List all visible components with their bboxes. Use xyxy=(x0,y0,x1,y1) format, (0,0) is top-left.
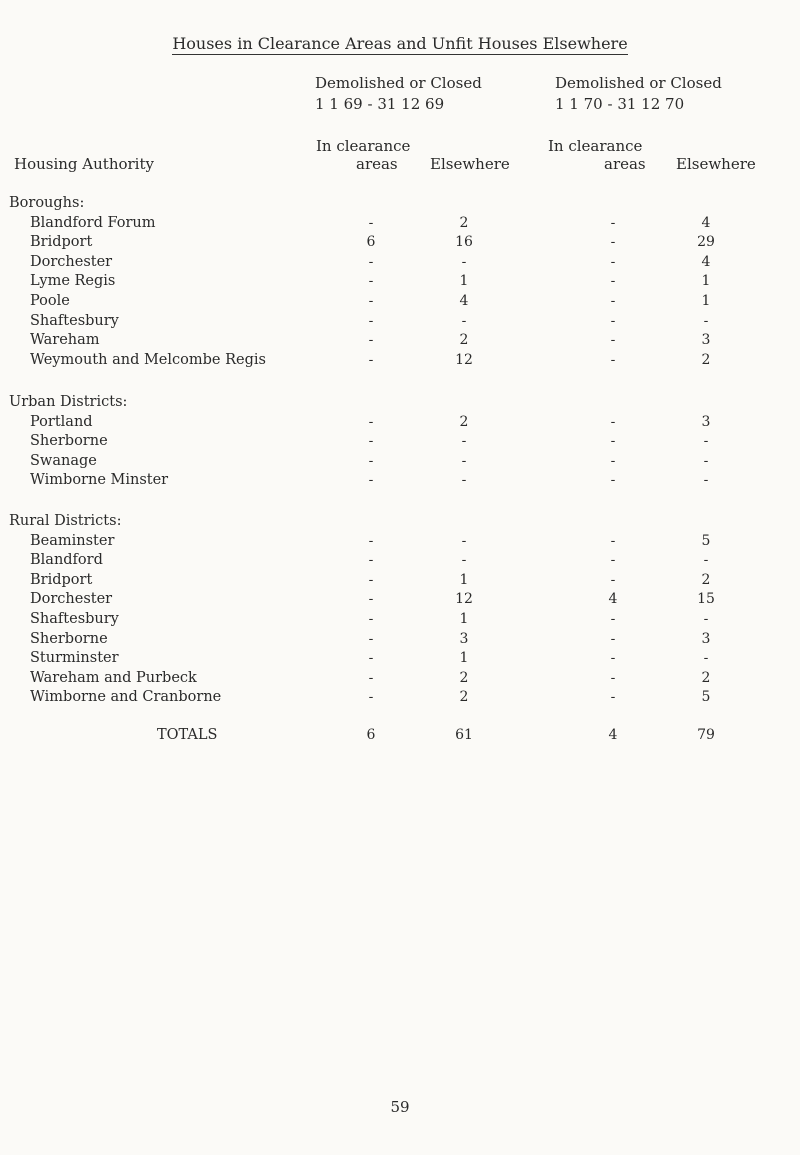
totals-p1-clearance: 6 xyxy=(366,727,376,743)
housing-authority-header: Housing Authority xyxy=(14,155,154,173)
totals-p1-elsewhere: 61 xyxy=(455,727,473,743)
p1-clearance-cell: - xyxy=(368,552,374,569)
p2-elsewhere-cell: 29 xyxy=(697,234,715,251)
p1-clearance-cell: - xyxy=(368,413,374,430)
p2-clearance-cell: - xyxy=(610,293,616,309)
p2-clearance-cell: - xyxy=(610,571,616,588)
p2-clearance-cell: - xyxy=(610,332,616,349)
p2-clearance-cell: - xyxy=(610,532,616,549)
row-label: Sherborne xyxy=(30,630,108,647)
p1-clearance-cell: - xyxy=(368,669,374,686)
row-label: Lyme Regis xyxy=(30,273,116,290)
p1-elsewhere-header: Elsewhere xyxy=(430,155,510,173)
row-label: Portland xyxy=(30,413,93,430)
row-label: Shaftesbury xyxy=(30,611,119,627)
p2-clearance-header-line1: In clearance xyxy=(548,137,643,155)
p1-elsewhere-cell: 2 xyxy=(459,332,469,349)
row-label: Wareham xyxy=(30,332,100,349)
p2-elsewhere-cell: 3 xyxy=(701,413,711,430)
p2-elsewhere-header: Elsewhere xyxy=(676,155,756,173)
p2-clearance-cell: - xyxy=(610,669,616,686)
p2-clearance-cell: - xyxy=(610,351,616,368)
p1-clearance-cell: - xyxy=(368,253,374,270)
p2-elsewhere-cell: - xyxy=(703,472,709,489)
row-label: Beaminster xyxy=(30,532,115,549)
p2-elsewhere-cell: - xyxy=(703,611,709,627)
row-label: Dorchester xyxy=(30,253,113,270)
row-label: Blandford Forum xyxy=(30,214,156,231)
p1-elsewhere-cell: 12 xyxy=(455,591,473,608)
p1-elsewhere-cell: 2 xyxy=(459,669,469,686)
p2-clearance-cell: - xyxy=(610,650,616,667)
row-label: Dorchester xyxy=(30,591,113,608)
p1-clearance-cell: - xyxy=(368,433,374,450)
p1-clearance-cell: - xyxy=(368,332,374,349)
p1-clearance-header-line2: areas xyxy=(356,155,398,173)
totals-label: TOTALS xyxy=(157,727,218,743)
p2-clearance-cell: - xyxy=(610,433,616,450)
p2-clearance-cell: - xyxy=(610,234,616,251)
section-heading: Urban Districts: xyxy=(9,394,128,410)
p2-elsewhere-cell: 3 xyxy=(701,630,711,647)
p1-clearance-cell: - xyxy=(368,630,374,647)
p2-elsewhere-cell: 15 xyxy=(697,591,715,608)
p2-elsewhere-cell: 2 xyxy=(701,669,711,686)
p1-elsewhere-cell: - xyxy=(461,472,467,489)
p1-clearance-cell: - xyxy=(368,689,374,706)
p2-elsewhere-cell: 1 xyxy=(701,273,711,290)
p1-clearance-cell: - xyxy=(368,591,374,608)
p2-clearance-cell: - xyxy=(610,472,616,489)
p1-elsewhere-cell: 2 xyxy=(459,214,469,231)
totals-p2-elsewhere: 79 xyxy=(697,727,715,743)
p1-elsewhere-cell: 1 xyxy=(459,611,469,627)
row-label: Sherborne xyxy=(30,433,108,450)
row-label: Shaftesbury xyxy=(30,312,119,329)
p2-clearance-cell: - xyxy=(610,273,616,290)
p1-elsewhere-cell: - xyxy=(461,452,467,469)
p1-elsewhere-cell: 1 xyxy=(459,273,469,290)
row-label: Wimborne and Cranborne xyxy=(30,689,222,706)
row-label: Poole xyxy=(30,293,70,309)
row-label: Bridport xyxy=(30,571,93,588)
row-label: Weymouth and Melcombe Regis xyxy=(30,351,266,368)
p2-elsewhere-cell: 5 xyxy=(701,532,711,549)
p2-clearance-cell: - xyxy=(610,452,616,469)
p1-clearance-cell: - xyxy=(368,293,374,309)
p1-clearance-cell: - xyxy=(368,611,374,627)
p1-elsewhere-cell: 4 xyxy=(459,293,469,309)
p1-clearance-cell: - xyxy=(368,571,374,588)
p2-elsewhere-cell: - xyxy=(703,650,709,667)
p1-elsewhere-cell: 1 xyxy=(459,650,469,667)
p1-clearance-cell: - xyxy=(368,273,374,290)
p1-elsewhere-cell: 1 xyxy=(459,571,469,588)
p2-clearance-cell: - xyxy=(610,312,616,329)
p2-clearance-cell: - xyxy=(610,552,616,569)
p2-elsewhere-cell: 4 xyxy=(701,253,711,270)
row-label: Blandford xyxy=(30,552,103,569)
row-label: Bridport xyxy=(30,234,93,251)
section-heading: Rural Districts: xyxy=(9,513,122,529)
page-title: Houses in Clearance Areas and Unfit Houses Elsewhere xyxy=(172,34,628,53)
p1-elsewhere-cell: - xyxy=(461,312,467,329)
p2-clearance-cell: - xyxy=(610,630,616,647)
p2-elsewhere-cell: - xyxy=(703,433,709,450)
p1-clearance-cell: - xyxy=(368,532,374,549)
row-label: Wimborne Minster xyxy=(30,472,169,489)
row-label: Sturminster xyxy=(30,650,119,667)
p2-elsewhere-cell: 2 xyxy=(701,351,711,368)
p2-elsewhere-cell: 3 xyxy=(701,332,711,349)
p1-clearance-header-line1: In clearance xyxy=(316,137,411,155)
p1-elsewhere-cell: - xyxy=(461,532,467,549)
p2-clearance-cell: - xyxy=(610,253,616,270)
p1-clearance-cell: - xyxy=(368,650,374,667)
row-label: Wareham and Purbeck xyxy=(30,669,197,686)
period1-header: Demolished or Closed xyxy=(315,74,482,92)
p2-clearance-cell: - xyxy=(610,611,616,627)
p2-clearance-header-line2: areas xyxy=(604,155,646,173)
period2-dates: 1 1 70 - 31 12 70 xyxy=(555,95,685,113)
p1-clearance-cell: - xyxy=(368,312,374,329)
page-number: 59 xyxy=(390,1098,410,1116)
p1-clearance-cell: 6 xyxy=(366,234,376,251)
p1-clearance-cell: - xyxy=(368,214,374,231)
p1-elsewhere-cell: - xyxy=(461,433,467,450)
section-heading: Boroughs: xyxy=(9,195,85,211)
p1-clearance-cell: - xyxy=(368,472,374,489)
p1-elsewhere-cell: 3 xyxy=(459,630,469,647)
p2-clearance-cell: - xyxy=(610,214,616,231)
p1-elsewhere-cell: 2 xyxy=(459,413,469,430)
p2-clearance-cell: 4 xyxy=(608,591,618,608)
p2-elsewhere-cell: 5 xyxy=(701,689,711,706)
totals-p2-clearance: 4 xyxy=(608,727,618,743)
p2-clearance-cell: - xyxy=(610,689,616,706)
p2-elsewhere-cell: - xyxy=(703,452,709,469)
p1-elsewhere-cell: 2 xyxy=(459,689,469,706)
p1-clearance-cell: - xyxy=(368,452,374,469)
p1-clearance-cell: - xyxy=(368,351,374,368)
p2-elsewhere-cell: 1 xyxy=(701,293,711,309)
p2-elsewhere-cell: - xyxy=(703,552,709,569)
p2-elsewhere-cell: 4 xyxy=(701,214,711,231)
p2-clearance-cell: - xyxy=(610,413,616,430)
p2-elsewhere-cell: 2 xyxy=(701,571,711,588)
p2-elsewhere-cell: - xyxy=(703,312,709,329)
p1-elsewhere-cell: - xyxy=(461,253,467,270)
p1-elsewhere-cell: - xyxy=(461,552,467,569)
p1-elsewhere-cell: 16 xyxy=(455,234,473,251)
row-label: Swanage xyxy=(30,452,97,469)
p1-elsewhere-cell: 12 xyxy=(455,351,473,368)
period2-header: Demolished or Closed xyxy=(555,74,722,92)
period1-dates: 1 1 69 - 31 12 69 xyxy=(315,95,445,113)
